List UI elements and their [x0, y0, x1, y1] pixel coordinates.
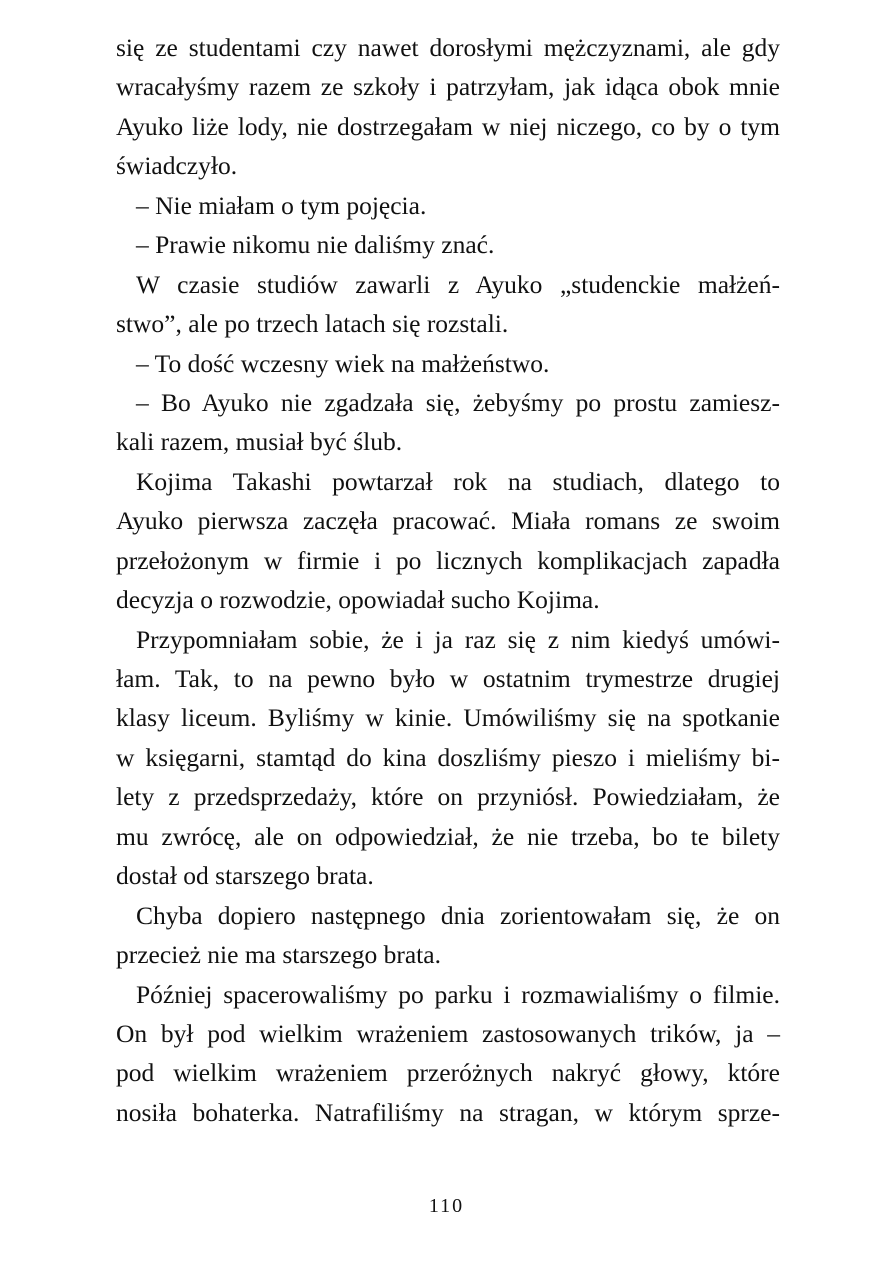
- text-line: On był pod wielkim wrażeniem zastosowanych trików, ja –: [116, 1018, 780, 1048]
- text-line: pod wielkim wrażeniem przeróżnych nakryć głowy, które: [116, 1058, 780, 1088]
- text-line: – Nie miałam o tym pojęcia.: [136, 190, 427, 220]
- text-line: przecież nie ma starszego brata.: [116, 940, 441, 970]
- body-text: [116, 28, 780, 1132]
- text-line: mu zwrócę, ale on odpowiedział, że nie trzeba, bo te bilety: [116, 821, 780, 851]
- text-line: – Bo Ayuko nie zgadzała się, żebyśmy po prostu zamiesz-: [136, 387, 780, 417]
- text-line: łam. Tak, to na pewno było w ostatnim trymestrze drugiej: [116, 664, 780, 693]
- text-line: przełożonym w firmie i po licznych komplikacjach zapadła: [116, 545, 780, 575]
- text-line: Chyba dopiero następnego dnia zorientowałam się, że on: [136, 900, 780, 930]
- text-line: Przypomniałam sobie, że i ja raz się z nim kiedyś umówi-: [136, 624, 780, 654]
- text-line: nosiła bohaterka. Natrafiliśmy na stragan, w którym sprze-: [116, 1097, 780, 1127]
- text-line: dostał od starszego brata.: [116, 861, 374, 891]
- text-line: – Prawie nikomu nie daliśmy znać.: [136, 230, 495, 260]
- text-line: Kojima Takashi powtarzał rok na studiach, dlatego to: [136, 466, 780, 496]
- text-line: Ayuko liże lody, nie dostrzegałam w niej niczego, co by o tym: [116, 111, 780, 141]
- text-line: w księgarni, stamtąd do kina doszliśmy pieszo i mieliśmy bi-: [116, 742, 780, 772]
- text-line: Ayuko pierwsza zaczęła pracować. Miała romans ze swoim: [116, 506, 780, 536]
- text-line: lety z przedsprzedaży, które on przyniósł. Powiedziałam, że: [116, 782, 780, 812]
- text-line: decyzja o rozwodzie, opowiadał sucho Kojima.: [116, 585, 600, 615]
- page-number: 110: [428, 1195, 465, 1217]
- text-line: klasy liceum. Byliśmy w kinie. Umówiliśmy się na spotkanie: [116, 703, 780, 733]
- text-line: wracałyśmy razem ze szkoły i patrzyłam, jak idąca obok mnie: [116, 72, 780, 102]
- text-line: się ze studentami czy nawet dorosłymi mężczyznami, ale gdy: [116, 33, 780, 62]
- text-line: kali razem, musiał być ślub.: [116, 427, 403, 457]
- text-line: Później spacerowaliśmy po parku i rozmawialiśmy o filmie.: [136, 979, 780, 1009]
- text-line: – To dość wczesny wiek na małżeństwo.: [136, 348, 550, 378]
- text-line: świadczyło.: [116, 151, 238, 181]
- text-line: stwo”, ale po trzech latach się rozstali.: [116, 309, 509, 339]
- text-line: W czasie studiów zawarli z Ayuko „studenckie małżeń-: [136, 269, 780, 299]
